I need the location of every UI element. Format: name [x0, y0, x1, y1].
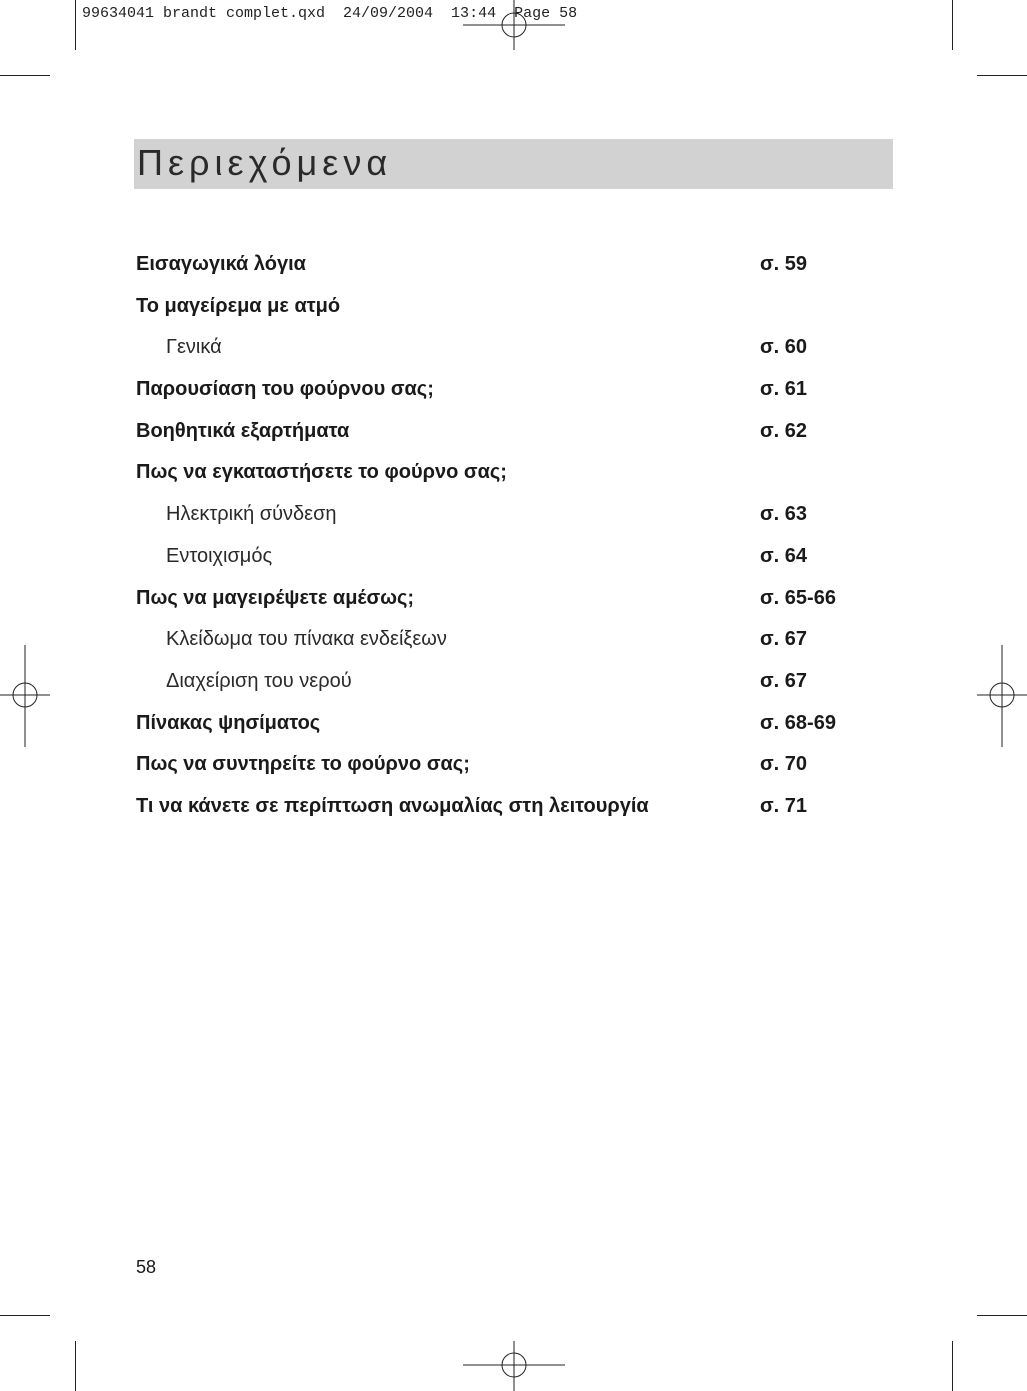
- toc-entry-page: σ. 61: [760, 378, 808, 401]
- toc-entry-page: σ. 65-66: [760, 586, 836, 609]
- toc-entry: [136, 579, 896, 621]
- registration-mark-right: [977, 645, 1027, 747]
- toc-entry-page: σ. 67: [760, 669, 808, 692]
- toc-subentry: [136, 620, 896, 662]
- crop-mark: [75, 1341, 76, 1391]
- toc-entry-page: σ. 71: [760, 794, 808, 817]
- toc-entry-page: σ. 59: [760, 253, 808, 275]
- page-number: 58: [136, 1257, 157, 1277]
- toc-entry-page: σ. 70: [760, 753, 808, 776]
- printer-slug: 99634041 brandt complet.qxd 24/09/2004 13:44 Page 58: [82, 5, 578, 22]
- toc-subentry: [136, 328, 896, 370]
- toc-entry-label: Διαχείριση του νερού: [166, 669, 352, 692]
- toc-entry: [136, 787, 896, 829]
- toc-entry-label: Βοηθητικά εξαρτήματα: [136, 419, 350, 442]
- toc-subentry: [136, 537, 896, 579]
- toc-entry: [136, 412, 896, 454]
- registration-mark-bottom: [463, 1341, 565, 1391]
- title-bar: [134, 139, 893, 189]
- toc-entry-label: Γενικά: [166, 336, 222, 359]
- toc-subentry: [136, 662, 896, 704]
- toc-entry-label: Πως να συντηρείτε το φούρνο σας;: [136, 753, 470, 776]
- toc-entry-label: Κλείδωμα του πίνακα ενδείξεων: [166, 628, 447, 651]
- toc-entry-label: Τι να κάνετε σε περίπτωση ανωμαλίας στη λειτουργία: [136, 794, 649, 817]
- toc-entry-label: Το μαγείρεμα με ατμό: [136, 294, 341, 317]
- toc-entry: [136, 745, 896, 787]
- crop-mark: [952, 1341, 953, 1391]
- toc-entry-page: σ. 60: [760, 336, 808, 359]
- page-title: Περιεχόμενα: [137, 142, 393, 183]
- crop-mark: [75, 0, 76, 50]
- registration-mark-left: [0, 645, 50, 747]
- toc-entry: [136, 704, 896, 746]
- toc-entry-label: Παρουσίαση του φούρνου σας;: [136, 378, 434, 401]
- toc-entry-label: Πως να εγκαταστήσετε το φούρνο σας;: [136, 461, 507, 484]
- crop-mark: [977, 1315, 1027, 1316]
- crop-mark: [952, 0, 953, 50]
- registration-mark-top: [463, 0, 565, 50]
- toc-entry-label: Εισαγωγικά λόγια: [136, 253, 306, 275]
- toc-entry-page: σ. 68-69: [760, 711, 836, 734]
- toc-entry: [136, 453, 896, 495]
- toc-entry-page: σ. 64: [760, 544, 808, 567]
- toc-entry: [136, 287, 896, 329]
- toc-entry: [136, 370, 896, 412]
- toc-subentry: [136, 495, 896, 537]
- toc-entry-page: σ. 62: [760, 419, 808, 442]
- crop-mark: [0, 1315, 50, 1316]
- toc-entry-label: Εντοιχισμός: [166, 544, 273, 567]
- toc-entry-page: σ. 67: [760, 628, 808, 651]
- toc-entry-page: σ. 63: [760, 503, 808, 526]
- toc-entry-label: Ηλεκτρική σύνδεση: [166, 503, 337, 526]
- toc-entry-label: Πίνακας ψησίματος: [136, 711, 321, 734]
- crop-mark: [977, 75, 1027, 76]
- toc-entry: [136, 245, 896, 287]
- table-of-contents: [136, 245, 896, 829]
- toc-entry-label: Πως να μαγειρέψετε αμέσως;: [136, 586, 415, 609]
- crop-mark: [0, 75, 50, 76]
